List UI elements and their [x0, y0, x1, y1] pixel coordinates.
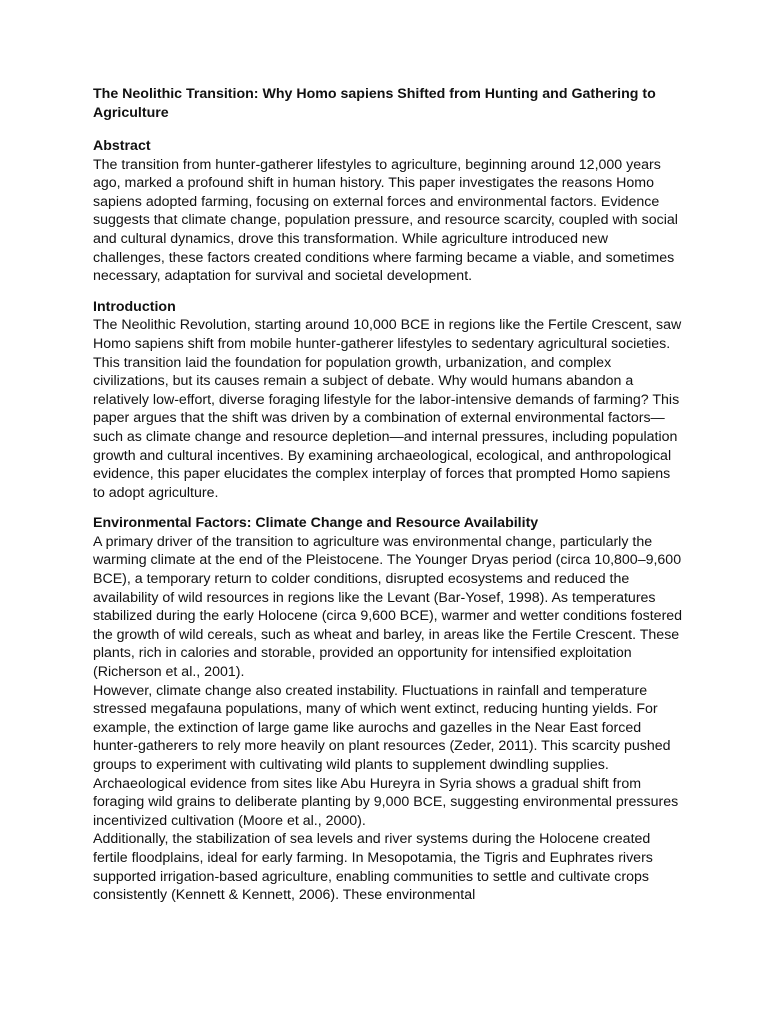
paragraph: However, climate change also created instability. Fluctuations in rainfall and temperature stressed megafauna populations, many of which went extinct, reducing hunting yields. For example, the extinction of large game like aurochs and gazelles in the Near East forced hunter-gatherers to rely more heavily on plant resources (Zeder, 2011). This scarcity pushed groups to experiment with cultivating wild plants to supplement dwindling supplies. Archaeological evidence from sites like Abu Hureyra in Syria shows a gradual shift from foraging wild grains to deliberate planting by 9,000 BCE, suggesting environmental pressures incentivized cultivation (Moore et al., 2000). — [93, 682, 679, 829]
document-page — [93, 85, 683, 917]
paragraph: The transition from hunter-gatherer lifestyles to agriculture, beginning around 12,000 years ago, marked a profound shift in human history. This paper investigates the reasons Homo sapiens adopted farming, focusing on external forces and environmental factors. Evidence suggests that climate change, population pressure, and resource scarcity, coupled with social and cultural dynamics, drove this transformation. While agriculture introduced new challenges, these factors created conditions where farming became a viable, and sometimes necessary, adaptation for survival and societal development. — [93, 156, 678, 285]
abstract-section — [93, 137, 683, 286]
document-title: The Neolithic Transition: Why Homo sapiens Shifted from Hunting and Gathering to Agriculture — [93, 86, 656, 121]
paragraph: Additionally, the stabilization of sea levels and river systems during the Holocene created fertile floodplains, ideal for early farming. In Mesopotamia, the Tigris and Euphrates rivers supported irrigation-based agriculture, enabling communities to settle and cultivate crops consistently (Kennett & Kennett, 2006). These environmental — [93, 831, 653, 904]
introduction-section — [93, 298, 683, 503]
section-heading: Abstract — [93, 138, 151, 154]
environmental-factors-section — [93, 514, 683, 904]
paragraph: A primary driver of the transition to agriculture was environmental change, particularly the warming climate at the end of the Pleistocene. The Younger Dryas period (circa 10,800–9,600 BCE), a temporary return to colder conditions, disrupted ecosystems and reduced the availability of wild resources in regions like the Levant (Bar-Yosef, 1998). As temperatures stabilized during the early Holocene (circa 9,600 BCE), warmer and wetter conditions fostered the growth of wild cereals, such as wheat and barley, in areas like the Fertile Crescent. These plants, rich in calories and storable, provided an opportunity for intensified exploitation (Richerson et al., 2001). — [93, 533, 683, 681]
paragraph: The Neolithic Revolution, starting around 10,000 BCE in regions like the Fertile Crescent, saw Homo sapiens shift from mobile hunter-gatherer lifestyles to sedentary agricultural societies. This transition laid the foundation for population growth, urbanization, and complex civilizations, but its causes remain a subject of debate. Why would humans abandon a relatively low-effort, diverse foraging lifestyle for the labor-intensive demands of farming? This paper argues that the shift was driven by a combination of external environmental factors—such as climate change and resource depletion—and internal pressures, including population growth and cultural incentives. By examining archaeological, ecological, and anthropological evidence, this paper elucidates the complex interplay of forces that prompted Homo sapiens to adopt agriculture. — [93, 317, 682, 501]
section-heading: Introduction — [93, 298, 176, 315]
section-heading: Environmental Factors: Climate Change and Resource Availability — [93, 515, 539, 532]
